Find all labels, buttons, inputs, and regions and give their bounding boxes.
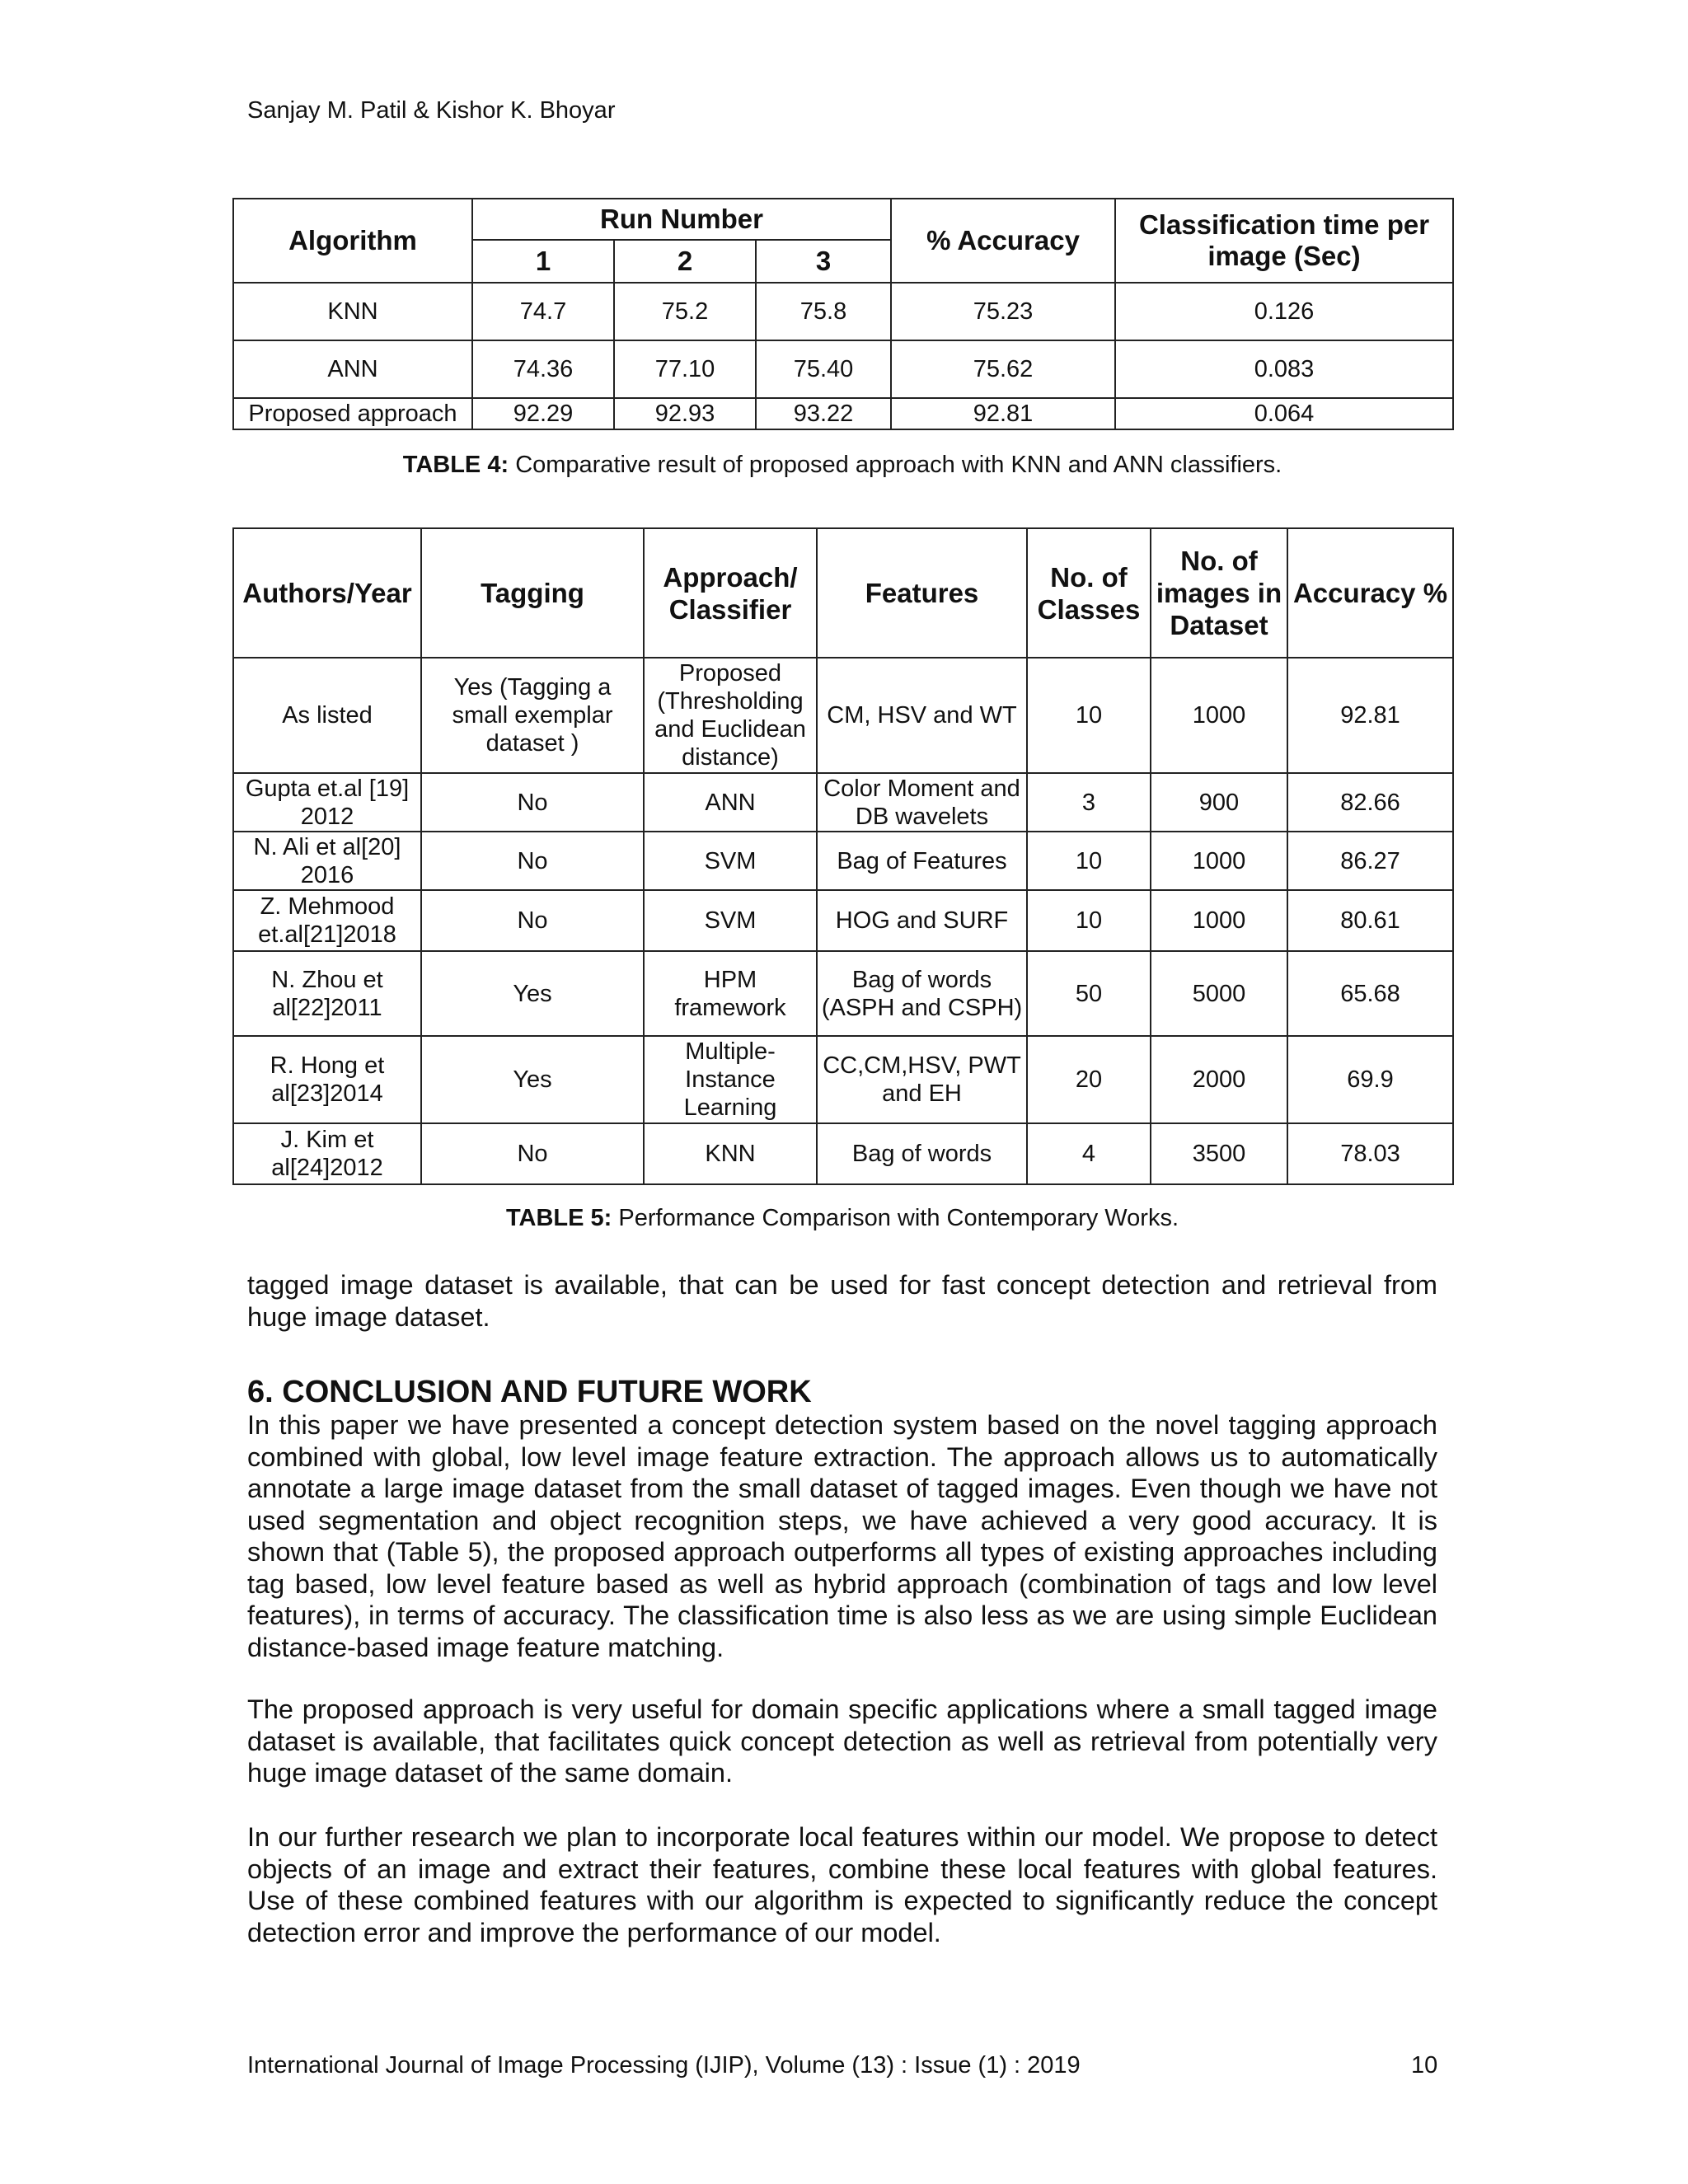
cell: 3 bbox=[1027, 773, 1151, 832]
cell: 75.62 bbox=[891, 340, 1115, 398]
cell: Gupta et.al [19] 2012 bbox=[233, 773, 421, 832]
journal-footer: International Journal of Image Processing (IJIP), Volume (13) : Issue (1) : 2019 bbox=[247, 2052, 1081, 2079]
cell: 77.10 bbox=[614, 340, 756, 398]
cell: No bbox=[421, 832, 644, 890]
table-row bbox=[233, 773, 1453, 832]
t4-header-run-3: 3 bbox=[756, 240, 891, 283]
t5-header-images: No. of images in Dataset bbox=[1151, 528, 1287, 658]
paragraph-1: In this paper we have presented a concept detection system based on the novel tagging approach combined with global, low level image feature extraction. The approach allows us to automatically annotate a large image dataset from the small dataset of tagged images. Even though we have not used segmentation and object recognition steps, we have achieved a very good accuracy. It is shown that (Table 5), the proposed approach outperforms all types of existing approaches including tag based, low level feature based as well as hybrid approach (combination of tags and low level features), in terms of accuracy. The classification time is also less as we are using simple Euclidean distance-based image feature matching. bbox=[247, 1410, 1437, 1662]
cell: Yes bbox=[421, 951, 644, 1036]
cell: 75.40 bbox=[756, 340, 891, 398]
t5-header-accuracy: Accuracy % bbox=[1287, 528, 1453, 658]
cell: 10 bbox=[1027, 890, 1151, 951]
t5-header-approach: Approach/ Classifier bbox=[644, 528, 817, 658]
section-heading: 6. CONCLUSION AND FUTURE WORK bbox=[247, 1375, 812, 1409]
cell: 74.7 bbox=[472, 283, 614, 340]
t4-header-time: Classification time per image (Sec) bbox=[1115, 199, 1453, 283]
cell: N. Ali et al[20] 2016 bbox=[233, 832, 421, 890]
cell: Yes bbox=[421, 1036, 644, 1123]
table-4-caption bbox=[232, 452, 1452, 479]
cell: R. Hong et al[23]2014 bbox=[233, 1036, 421, 1123]
cell: 86.27 bbox=[1287, 832, 1453, 890]
cell: 74.36 bbox=[472, 340, 614, 398]
cell: CM, HSV and WT bbox=[817, 658, 1027, 773]
cell: 92.81 bbox=[1287, 658, 1453, 773]
table-row bbox=[233, 951, 1453, 1036]
cell: 5000 bbox=[1151, 951, 1287, 1036]
cell: 20 bbox=[1027, 1036, 1151, 1123]
cell: 92.29 bbox=[472, 398, 614, 429]
cell: Bag of words bbox=[817, 1123, 1027, 1184]
cell: N. Zhou et al[22]2011 bbox=[233, 951, 421, 1036]
cell: 92.81 bbox=[891, 398, 1115, 429]
cell: 10 bbox=[1027, 832, 1151, 890]
table-5-caption bbox=[232, 1205, 1452, 1232]
cell: 2000 bbox=[1151, 1036, 1287, 1123]
table-row bbox=[233, 283, 1453, 340]
cell: 1000 bbox=[1151, 832, 1287, 890]
page-number: 10 bbox=[1411, 2052, 1438, 2079]
cell: 10 bbox=[1027, 658, 1151, 773]
cell: Multiple-Instance Learning bbox=[644, 1036, 817, 1123]
cell: KNN bbox=[644, 1123, 817, 1184]
t5-header-classes: No. of Classes bbox=[1027, 528, 1151, 658]
table-row bbox=[233, 658, 1453, 773]
t4-header-accuracy: % Accuracy bbox=[891, 199, 1115, 283]
cell: 0.083 bbox=[1115, 340, 1453, 398]
cell: 80.61 bbox=[1287, 890, 1453, 951]
t4-header-run-1: 1 bbox=[472, 240, 614, 283]
cell: 1000 bbox=[1151, 658, 1287, 773]
cell: Bag of Features bbox=[817, 832, 1027, 890]
cell: No bbox=[421, 1123, 644, 1184]
cell: KNN bbox=[233, 283, 472, 340]
table-row bbox=[233, 890, 1453, 951]
cell: HPM framework bbox=[644, 951, 817, 1036]
cell: SVM bbox=[644, 832, 817, 890]
cell: 4 bbox=[1027, 1123, 1151, 1184]
cell: 0.064 bbox=[1115, 398, 1453, 429]
cell: ANN bbox=[644, 773, 817, 832]
cell: 0.126 bbox=[1115, 283, 1453, 340]
cell: 75.23 bbox=[891, 283, 1115, 340]
cell: 75.2 bbox=[614, 283, 756, 340]
cell: 69.9 bbox=[1287, 1036, 1453, 1123]
table-row bbox=[233, 340, 1453, 398]
table-5 bbox=[232, 527, 1454, 1185]
t4-header-run-number: Run Number bbox=[472, 199, 891, 240]
table-row bbox=[233, 1036, 1453, 1123]
cell: J. Kim et al[24]2012 bbox=[233, 1123, 421, 1184]
cell: Yes (Tagging a small exemplar dataset ) bbox=[421, 658, 644, 773]
cell: 93.22 bbox=[756, 398, 891, 429]
cell: 50 bbox=[1027, 951, 1151, 1036]
cell: CC,CM,HSV, PWT and EH bbox=[817, 1036, 1027, 1123]
t4-header-algorithm: Algorithm bbox=[233, 199, 472, 283]
paragraph-3: In our further research we plan to incorporate local features within our model. We propose to detect objects of an image and extract their features, combine these local features with global features. Use of these combined features with our algorithm is expected to significantly reduce the concept detection error and improve the performance of our model. bbox=[247, 1822, 1437, 1947]
cell: No bbox=[421, 773, 644, 832]
table-4-caption-label: TABLE 4: bbox=[402, 452, 509, 478]
table-4 bbox=[232, 198, 1454, 430]
t5-header-tagging: Tagging bbox=[421, 528, 644, 658]
table-row bbox=[233, 832, 1453, 890]
cell: 65.68 bbox=[1287, 951, 1453, 1036]
cell: Bag of words (ASPH and CSPH) bbox=[817, 951, 1027, 1036]
cell: 78.03 bbox=[1287, 1123, 1453, 1184]
cell: Color Moment and DB wavelets bbox=[817, 773, 1027, 832]
cell: SVM bbox=[644, 890, 817, 951]
t5-header-features: Features bbox=[817, 528, 1027, 658]
cell: No bbox=[421, 890, 644, 951]
table-4-caption-text: Comparative result of proposed approach with KNN and ANN classifiers. bbox=[515, 452, 1282, 478]
paragraph-2: The proposed approach is very useful for domain specific applications where a small tagged image dataset is available, that facilitates quick concept detection as well as retrieval from potentially very huge image dataset of the same domain. bbox=[247, 1694, 1437, 1788]
t5-header-authors: Authors/Year bbox=[233, 528, 421, 658]
cell: Z. Mehmood et.al[21]2018 bbox=[233, 890, 421, 951]
cell: 1000 bbox=[1151, 890, 1287, 951]
cell: 92.93 bbox=[614, 398, 756, 429]
cell: 75.8 bbox=[756, 283, 891, 340]
running-header: Sanjay M. Patil & Kishor K. Bhoyar bbox=[247, 97, 616, 124]
cell: As listed bbox=[233, 658, 421, 773]
table-row bbox=[233, 1123, 1453, 1184]
intro-paragraph: tagged image dataset is available, that can be used for fast concept detection and retrieval from huge image dataset. bbox=[247, 1270, 1437, 1332]
table-5-caption-text: Performance Comparison with Contemporary Works. bbox=[618, 1205, 1179, 1231]
table-5-caption-label: TABLE 5: bbox=[505, 1205, 612, 1231]
cell: 82.66 bbox=[1287, 773, 1453, 832]
cell: 900 bbox=[1151, 773, 1287, 832]
cell: 3500 bbox=[1151, 1123, 1287, 1184]
table-row bbox=[233, 398, 1453, 429]
t4-header-run-2: 2 bbox=[614, 240, 756, 283]
cell: ANN bbox=[233, 340, 472, 398]
cell: HOG and SURF bbox=[817, 890, 1027, 951]
cell: Proposed (Thresholding and Euclidean distance) bbox=[644, 658, 817, 773]
cell: Proposed approach bbox=[233, 398, 472, 429]
